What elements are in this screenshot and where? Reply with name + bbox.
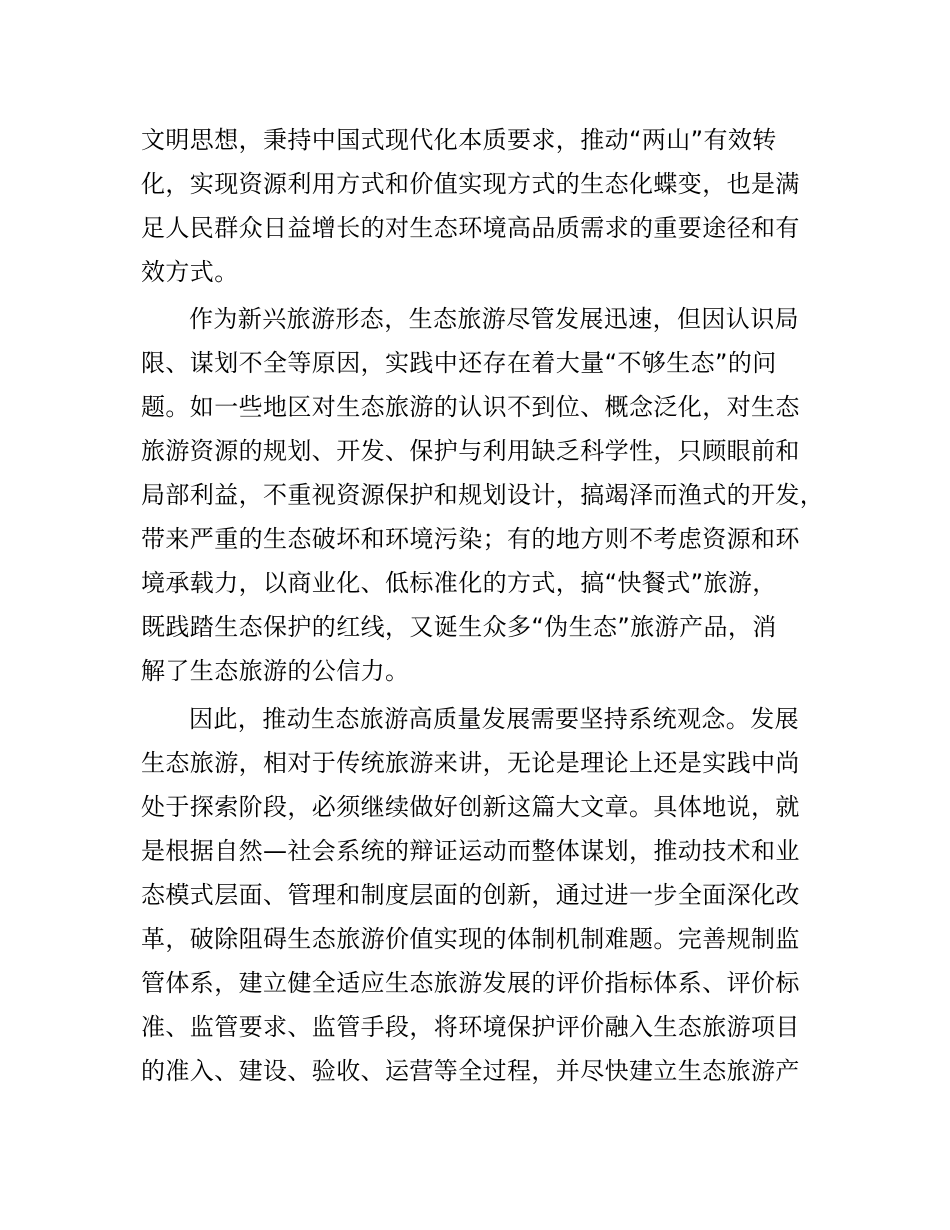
paragraph-system-approach bbox=[141, 697, 821, 1093]
text-line: 限、谋划不全等原因，实践中还存在着大量“不够生态”的问 bbox=[141, 349, 777, 377]
text-line: 革，破除阻碍生态旅游价值实现的体制机制难题。完善规制监 bbox=[141, 925, 800, 953]
text-line: 解了生态旅游的公信力。 bbox=[141, 657, 410, 685]
text-line: 境承载力，以商业化、低标准化的方式，搞“快餐式”旅游， bbox=[141, 569, 777, 597]
text-line: 管体系，建立健全适应生态旅游发展的评价指标体系、评价标 bbox=[141, 969, 800, 997]
paragraph-continuation bbox=[141, 118, 821, 294]
text-line: 化，实现资源利用方式和价值实现方式的生态化蝶变，也是满 bbox=[141, 170, 800, 198]
text-line: 处于探索阶段，必须继续做好创新这篇大文章。具体地说，就 bbox=[141, 793, 800, 821]
text-line: 既践踏生态保护的红线，又诞生众多“伪生态”旅游产品，消 bbox=[141, 613, 777, 641]
text-line-first: 作为新兴旅游形态，生态旅游尽管发展迅速，但因认识局 bbox=[189, 305, 799, 333]
text-line-first: 因此，推动生态旅游高质量发展需要坚持系统观念。发展 bbox=[189, 705, 799, 733]
text-line: 题。如一些地区对生态旅游的认识不到位、概念泛化，对生态 bbox=[141, 393, 800, 421]
text-line: 的准入、建设、验收、运营等全过程，并尽快建立生态旅游产 bbox=[141, 1057, 800, 1085]
text-line: 效方式。 bbox=[141, 258, 239, 286]
text-line: 是根据自然—社会系统的辩证运动而整体谋划，推动技术和业 bbox=[141, 837, 800, 865]
text-line: 态模式层面、管理和制度层面的创新，通过进一步全面深化改 bbox=[141, 881, 800, 909]
text-line: 旅游资源的规划、开发、保护与利用缺乏科学性，只顾眼前和 bbox=[141, 437, 800, 465]
text-line: 局部利益，不重视资源保护和规划设计，搞竭泽而渔式的开发， bbox=[141, 481, 825, 509]
text-line: 生态旅游，相对于传统旅游来讲，无论是理论上还是实践中尚 bbox=[141, 749, 800, 777]
text-line: 足人民群众日益增长的对生态环境高品质需求的重要途径和有 bbox=[141, 214, 800, 242]
text-line: 文明思想，秉持中国式现代化本质要求，推动“两山”有效转 bbox=[141, 126, 777, 154]
text-line: 准、监管要求、监管手段，将环境保护评价融入生态旅游项目 bbox=[141, 1013, 800, 1041]
paragraph-problems bbox=[141, 297, 825, 693]
text-line: 带来严重的生态破坏和环境污染；有的地方则不考虑资源和环 bbox=[141, 525, 800, 553]
